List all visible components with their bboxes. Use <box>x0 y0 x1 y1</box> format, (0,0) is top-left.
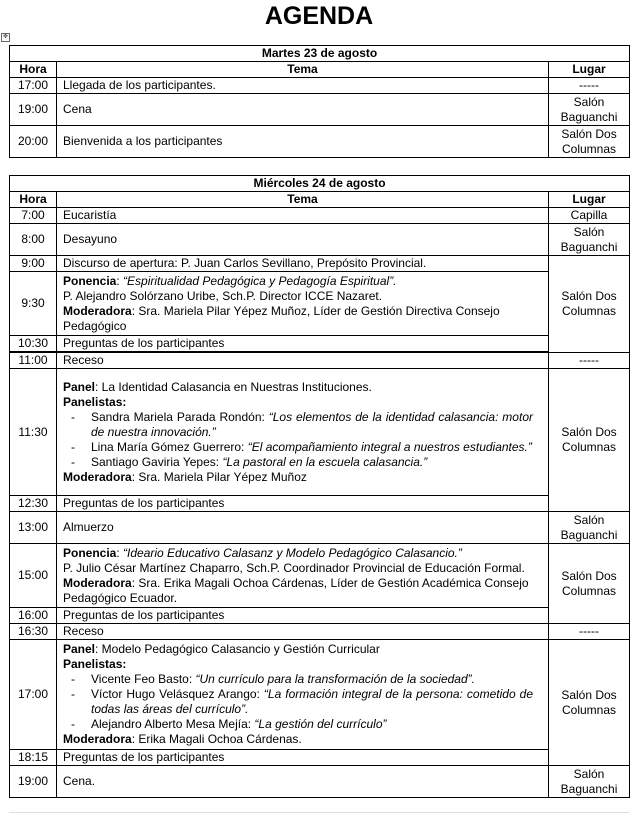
topic-cell: Almuerzo <box>57 512 549 544</box>
table-row <box>10 496 630 512</box>
time-cell: 20:00 <box>10 126 57 158</box>
place-cell: ----- <box>549 624 630 640</box>
table-row <box>10 208 630 224</box>
place-cell: Salón Dos Columnas <box>549 544 630 624</box>
table-row <box>10 544 630 608</box>
topic-cell: Bienvenida a los participantes <box>57 126 549 158</box>
place-cell: Salón Dos Columnas <box>549 126 630 158</box>
time-cell: 12:30 <box>10 496 57 512</box>
time-cell: 17:00 <box>10 78 57 94</box>
moderadora-label: Moderadora <box>63 732 132 746</box>
place-cell: Salón Baguanchi <box>549 94 630 126</box>
agenda-table-day1 <box>9 45 630 158</box>
panel-text: : La Identidad Calasancia en Nuestras Instituciones. <box>95 379 372 394</box>
table-row <box>10 353 630 369</box>
time-cell: 7:00 <box>10 208 57 224</box>
move-handle-icon[interactable]: ✥ <box>2 34 9 40</box>
table-row <box>10 750 630 766</box>
place-cell: ----- <box>549 78 630 94</box>
list-item: - Santiago Gaviria Yepes: “La pastoral en la escuela calasancia.” <box>91 455 533 470</box>
header-tema: Tema <box>57 62 549 78</box>
table-row <box>10 766 630 798</box>
moderadora-label: Moderadora <box>63 303 132 318</box>
topic-cell: Preguntas de los participantes <box>57 608 549 624</box>
ponencia-title: “Espiritualidad Pedagógica y Pedagogía Espiritual”. <box>123 273 397 288</box>
speaker-text: P. Alejandro Solórzano Uribe, Sch.P. Director ICCE Nazaret. <box>63 288 383 303</box>
panel-text: : Modelo Pedagógico Calasancio y Gestión Curricular <box>95 642 380 656</box>
table-row <box>10 512 630 544</box>
speaker-text: P. Julio César Martínez Chaparro, Sch.P. Coordinador Provincial de Educación Formal. <box>63 560 525 575</box>
place-cell: Capilla <box>549 208 630 224</box>
table-row <box>10 272 630 336</box>
time-cell: 13:00 <box>10 512 57 544</box>
moderadora-label: Moderadora <box>63 575 132 590</box>
panelist-list <box>63 672 544 732</box>
time-cell: 18:15 <box>10 750 57 766</box>
table-row <box>10 256 630 272</box>
place-cell: Salón Dos Columnas <box>549 640 630 766</box>
table-row <box>10 126 630 158</box>
list-item: - Sandra Mariela Parada Rondón: “Los elementos de la identidad calasancia: motor de nuestra innovación.” <box>91 410 533 440</box>
table-row <box>10 78 630 94</box>
list-item: - Víctor Hugo Velásquez Arango: “La formación integral de la persona: cometido de todas las áreas del currículo”. <box>91 687 533 717</box>
topic-cell: Ponencia: “Espiritualidad Pedagógica y Pedagogía Espiritual”. P. Alejandro Solórzano Uribe, Sch.P. Director ICCE Nazaret. Moderadora: Sra. Mariela Pilar Yépez Muñoz, Líder de Gestión Directiva Consejo Pedagógico <box>57 272 549 336</box>
time-cell: 16:30 <box>10 624 57 640</box>
ponencia-title: “Ideario Educativo Calasanz y Modelo Pedagógico Calasancio.” <box>123 545 462 560</box>
list-item: - Lina María Gómez Guerrero: “El acompañamiento integral a nuestros estudiantes.” <box>91 440 533 455</box>
time-cell: 9:00 <box>10 256 57 272</box>
list-item: - Vicente Feo Basto: “Un currículo para la transformación de la sociedad”. <box>91 672 533 687</box>
time-cell: 11:30 <box>10 369 57 496</box>
place-cell: ----- <box>549 353 630 369</box>
header-lugar: Lugar <box>549 62 630 78</box>
panelistas-label: Panelistas <box>63 657 123 671</box>
topic-cell: Preguntas de los participantes <box>57 750 549 766</box>
agenda-table-day2 <box>9 175 630 798</box>
time-cell: 16:00 <box>10 608 57 624</box>
day-heading: Martes 23 de agosto <box>10 46 630 62</box>
header-lugar: Lugar <box>549 192 630 208</box>
panel-label: Panel <box>63 642 96 656</box>
table-row <box>10 369 630 496</box>
topic-cell: Discurso de apertura: P. Juan Carlos Sevillano, Prepósito Provincial. <box>57 256 549 272</box>
moderadora-text: : Erika Magali Ochoa Cárdenas. <box>131 732 302 746</box>
place-cell: Salón Dos Columnas <box>549 369 630 512</box>
time-cell: 10:30 <box>10 336 57 352</box>
panelist-list <box>63 410 544 470</box>
ponencia-label: Ponencia <box>63 273 117 288</box>
header-hora: Hora <box>10 192 57 208</box>
list-item: - Alejandro Alberto Mesa Mejía: “La gestión del currículo” <box>91 717 533 732</box>
topic-cell: Desayuno <box>57 224 549 256</box>
place-cell: Salón Dos Columnas <box>549 256 630 353</box>
place-cell: Salón Baguanchi <box>549 512 630 544</box>
topic-cell: Ponencia: “Ideario Educativo Calasanz y Modelo Pedagógico Calasancio.” P. Julio César Martínez Chaparro, Sch.P. Coordinador Provincial de Educación Formal. Moderadora: Sra. Erika Magali Ochoa Cárdenas, Líder de Gestión Académica Consejo Pedagógico Ecuador. <box>57 544 549 608</box>
table-row <box>10 224 630 256</box>
table-row <box>10 640 630 750</box>
header-hora: Hora <box>10 62 57 78</box>
topic-cell: Cena <box>57 94 549 126</box>
page-title: AGENDA <box>264 2 374 30</box>
day-heading: Miércoles 24 de agosto <box>10 176 630 192</box>
time-cell: 15:00 <box>10 544 57 608</box>
topic-cell: Panel: La Identidad Calasancia en Nuestras Instituciones. Panelistas: - Sandra Mariela Parada Rondón: “Los elementos de la identidad calasancia: motor de nuestra innovación.” - Lina María Gómez Guerrero: “El acompañamiento integral a nuestros estudiantes.” - Santiago Gaviria Yepes: “La pastoral en la escuela calasancia.” Moderadora: Sra. Mariela Pilar Yépez Muñoz <box>57 369 549 496</box>
time-cell: 11:00 <box>10 353 57 369</box>
time-cell: 8:00 <box>10 224 57 256</box>
table-row <box>10 94 630 126</box>
moderadora-text: : Sra. Mariela Pilar Yépez Muñoz, Líder de Gestión Directiva Consejo Pedagógico <box>63 303 500 333</box>
topic-cell: Llegada de los participantes. <box>57 78 549 94</box>
page-edge-divider <box>9 812 629 813</box>
time-cell: 19:00 <box>10 766 57 798</box>
table-row <box>10 608 630 624</box>
moderadora-label: Moderadora <box>63 469 132 484</box>
topic-cell: Eucaristía <box>57 208 549 224</box>
panel-label: Panel <box>63 379 96 394</box>
ponencia-label: Ponencia <box>63 545 117 560</box>
panelistas-label: Panelistas <box>63 394 123 409</box>
moderadora-text: : Sra. Mariela Pilar Yépez Muñoz <box>131 469 307 484</box>
time-cell: 19:00 <box>10 94 57 126</box>
time-cell: 9:30 <box>10 272 57 336</box>
time-cell: 17:00 <box>10 640 57 750</box>
moderadora-text: : Sra. Erika Magali Ochoa Cárdenas, Líder de Gestión Académica Consejo Pedagógico Ecuador. <box>63 575 529 605</box>
topic-cell: Cena. <box>57 766 549 798</box>
table-row <box>10 624 630 640</box>
table-row <box>10 336 630 352</box>
topic-cell: Preguntas de los participantes <box>57 496 549 512</box>
topic-cell: Panel: Modelo Pedagógico Calasancio y Gestión Curricular Panelistas: - Vicente Feo Basto: “Un currículo para la transformación de la sociedad”. - Víctor Hugo Velásquez Arango: “La formación integral de la persona: cometido de todas las áreas del currículo”. - Alejandro Alberto Mesa Mejía: “La gestión del currículo” Moderadora: Erika Magali Ochoa Cárdenas. <box>57 640 549 750</box>
place-cell: Salón Baguanchi <box>549 766 630 798</box>
topic-cell: Preguntas de los participantes <box>57 336 549 352</box>
place-cell: Salón Baguanchi <box>549 224 630 256</box>
topic-cell: Receso <box>57 624 549 640</box>
topic-cell: Receso <box>57 353 549 369</box>
header-tema: Tema <box>57 192 549 208</box>
